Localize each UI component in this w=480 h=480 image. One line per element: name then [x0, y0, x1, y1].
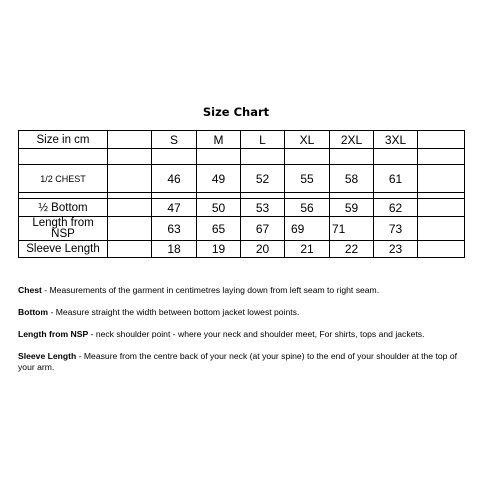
- header-cell: Size in cm: [19, 131, 108, 149]
- table-cell: 46: [152, 165, 197, 193]
- header-cell: [108, 131, 152, 149]
- table-cell: [108, 149, 152, 165]
- table-cell: Length from NSP: [19, 217, 108, 241]
- note-text: - Measure from the centre back of your neck (at your spine) to the end of your shoulder at the top of your arm.: [18, 351, 457, 372]
- table-cell: [374, 149, 418, 165]
- table-cell: [241, 149, 285, 165]
- note-text: - Measure straight the width between bottom jacket lowest points.: [48, 307, 300, 317]
- table-cell: ½ Bottom: [19, 199, 108, 217]
- table-cell: 71: [330, 217, 374, 241]
- table-cell: 55: [285, 165, 330, 193]
- header-cell: [418, 131, 465, 149]
- table-cell: 47: [152, 199, 197, 217]
- table-cell: 63: [152, 217, 197, 241]
- table-cell: 19: [197, 241, 241, 258]
- note-text: - Measurements of the garment in centimetres laying down from left seam to right seam.: [41, 285, 380, 295]
- page-title: Size Chart: [202, 105, 270, 119]
- table-cell: 56: [285, 199, 330, 217]
- table-cell: 20: [241, 241, 285, 258]
- table-cell: 65: [197, 217, 241, 241]
- table-cell: Sleeve Length: [19, 241, 108, 258]
- table-cell: 73: [374, 217, 418, 241]
- note-term: Sleeve Length: [18, 351, 77, 361]
- table-cell: 1/2 CHEST: [19, 165, 108, 193]
- table-row: [19, 217, 465, 241]
- table-cell: [418, 241, 465, 258]
- notes-section: [18, 285, 466, 384]
- note-term: Bottom: [18, 307, 49, 317]
- note-length-from-nsp: [18, 329, 466, 340]
- table-cell: [330, 149, 374, 165]
- table-cell: 53: [241, 199, 285, 217]
- table-cell: [19, 149, 108, 165]
- table-cell: [108, 165, 152, 193]
- table-row: [19, 241, 465, 258]
- header-cell: M: [197, 131, 241, 149]
- table-cell: [152, 149, 197, 165]
- note-sleeve-length: [18, 351, 466, 373]
- table-cell: [197, 149, 241, 165]
- table-cell: [418, 165, 465, 193]
- table-cell: 69: [285, 217, 330, 241]
- table-row: [19, 149, 465, 165]
- note-term: Length from NSP: [18, 329, 89, 339]
- table-cell: [108, 217, 152, 241]
- table-cell: 18: [152, 241, 197, 258]
- table-cell: 22: [330, 241, 374, 258]
- table-row: [19, 199, 465, 217]
- table-cell: [418, 149, 465, 165]
- header-cell: 2XL: [330, 131, 374, 149]
- note-bottom: [18, 307, 466, 318]
- table-cell: 59: [330, 199, 374, 217]
- note-text: - neck shoulder point - where your neck and shoulder meet, For shirts, tops and jackets.: [88, 329, 425, 339]
- size-table: [18, 130, 465, 258]
- table-cell: 62: [374, 199, 418, 217]
- table-cell: 61: [374, 165, 418, 193]
- table-cell: 50: [197, 199, 241, 217]
- table-header-row: [19, 131, 465, 149]
- table-cell: 23: [374, 241, 418, 258]
- table-cell: [418, 199, 465, 217]
- header-cell: S: [152, 131, 197, 149]
- table-row: [19, 165, 465, 193]
- note-chest: [18, 285, 466, 296]
- header-cell: 3XL: [374, 131, 418, 149]
- table-cell: [108, 199, 152, 217]
- table-cell: 67: [241, 217, 285, 241]
- table-cell: [108, 241, 152, 258]
- table-cell: [285, 149, 330, 165]
- table-cell: 58: [330, 165, 374, 193]
- note-term: Chest: [18, 285, 42, 295]
- header-cell: L: [241, 131, 285, 149]
- table-cell: [418, 217, 465, 241]
- table-cell: 49: [197, 165, 241, 193]
- table-cell: 21: [285, 241, 330, 258]
- header-cell: XL: [285, 131, 330, 149]
- table-cell: 52: [241, 165, 285, 193]
